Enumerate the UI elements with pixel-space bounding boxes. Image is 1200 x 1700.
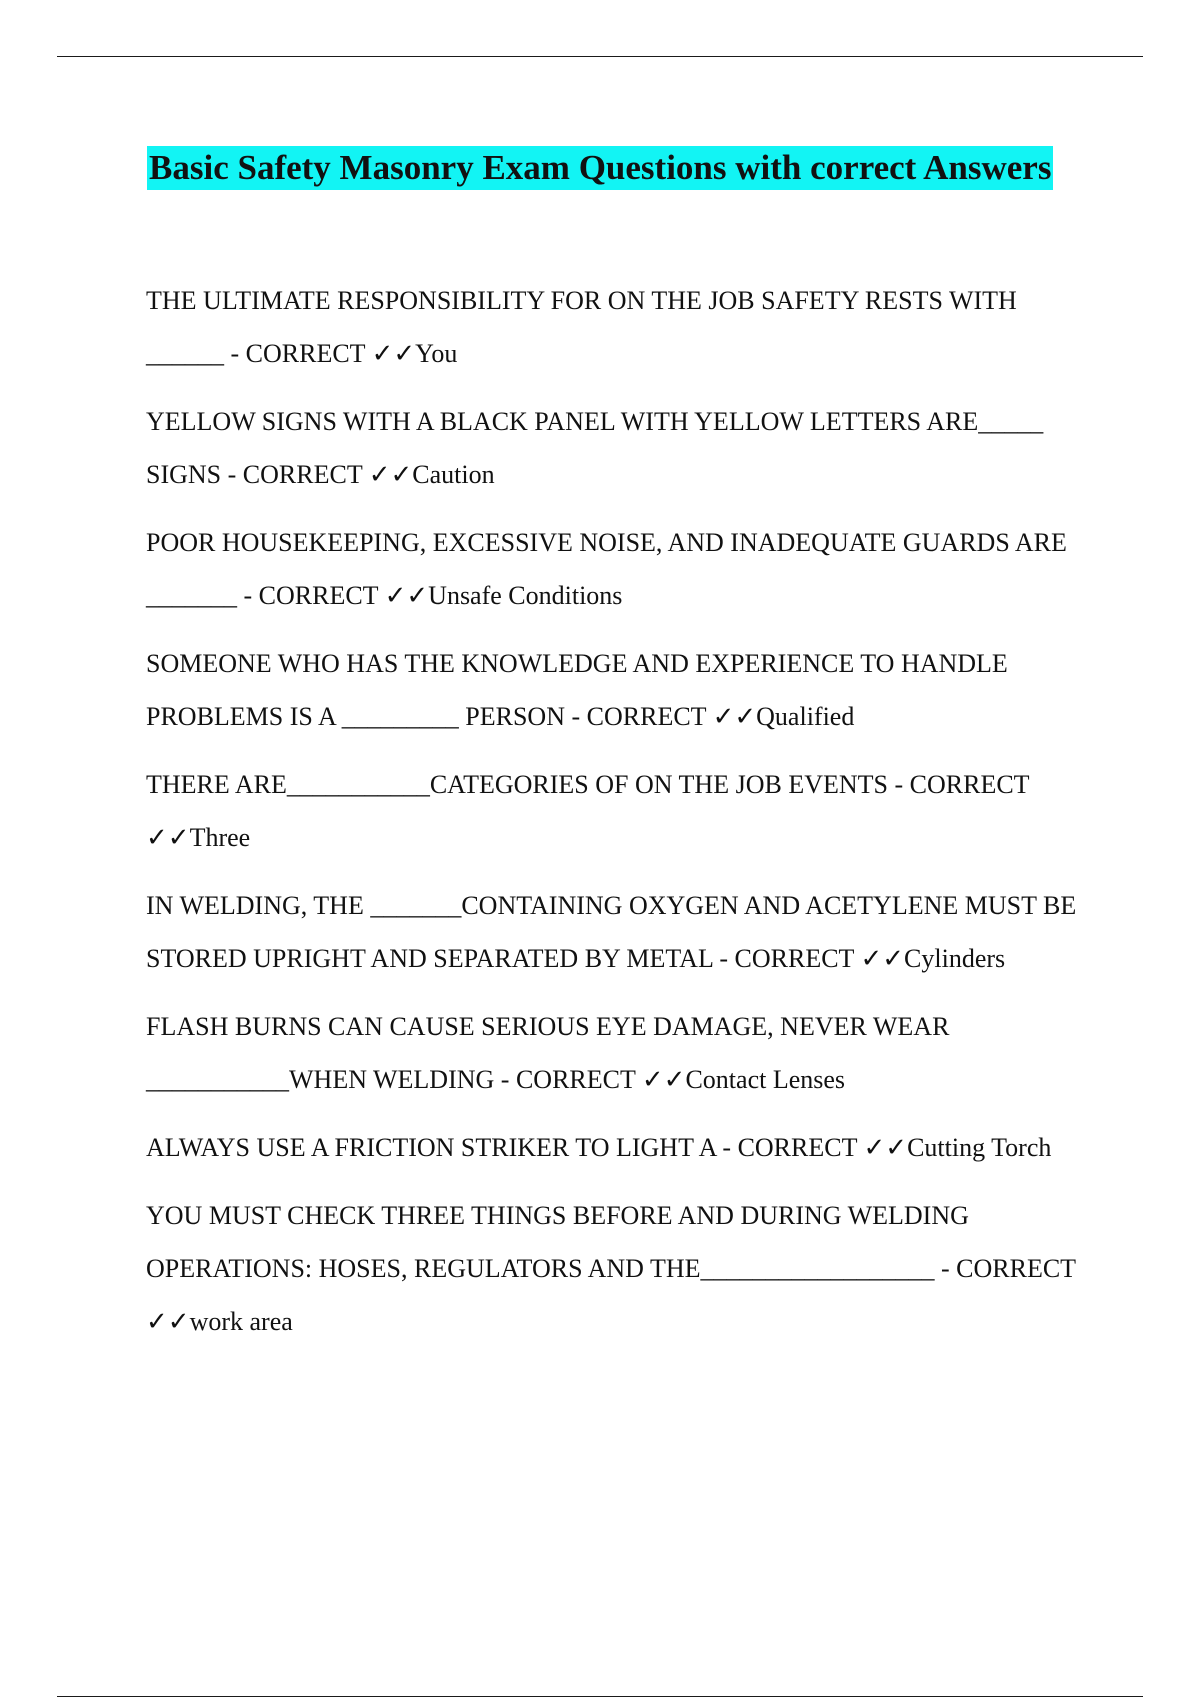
- question-item: YELLOW SIGNS WITH A BLACK PANEL WITH YELLOW LETTERS ARE_____ SIGNS - CORRECT ✓✓Caution: [146, 407, 1044, 489]
- question-list: [146, 274, 1096, 1363]
- header-rule: [57, 56, 1143, 57]
- question-item: POOR HOUSEKEEPING, EXCESSIVE NOISE, AND INADEQUATE GUARDS ARE _______ - CORRECT ✓✓Unsafe Conditions: [146, 528, 1067, 610]
- question-item: THE ULTIMATE RESPONSIBILITY FOR ON THE JOB SAFETY RESTS WITH ______ - CORRECT ✓✓You: [146, 286, 1017, 368]
- document-title: Basic Safety Masonry Exam Questions with correct Answers: [147, 146, 1053, 190]
- question-item: SOMEONE WHO HAS THE KNOWLEDGE AND EXPERIENCE TO HANDLE PROBLEMS IS A _________ PERSON - CORRECT ✓✓Qualified: [146, 649, 1008, 731]
- footer-rule: [57, 1696, 1143, 1697]
- question-item: FLASH BURNS CAN CAUSE SERIOUS EYE DAMAGE, NEVER WEAR ___________WHEN WELDING - CORRECT ✓✓Contact Lenses: [146, 1012, 950, 1094]
- question-item: ALWAYS USE A FRICTION STRIKER TO LIGHT A - CORRECT ✓✓Cutting Torch: [146, 1133, 1052, 1162]
- title-container: [147, 146, 1087, 190]
- question-item: YOU MUST CHECK THREE THINGS BEFORE AND DURING WELDING OPERATIONS: HOSES, REGULATORS AND THE__________________ - CORRECT ✓✓work area: [146, 1201, 1076, 1336]
- question-item: THERE ARE___________CATEGORIES OF ON THE JOB EVENTS - CORRECT ✓✓Three: [146, 770, 1030, 852]
- question-item: IN WELDING, THE _______CONTAINING OXYGEN AND ACETYLENE MUST BE STORED UPRIGHT AND SEPARATED BY METAL - CORRECT ✓✓Cylinders: [146, 891, 1077, 973]
